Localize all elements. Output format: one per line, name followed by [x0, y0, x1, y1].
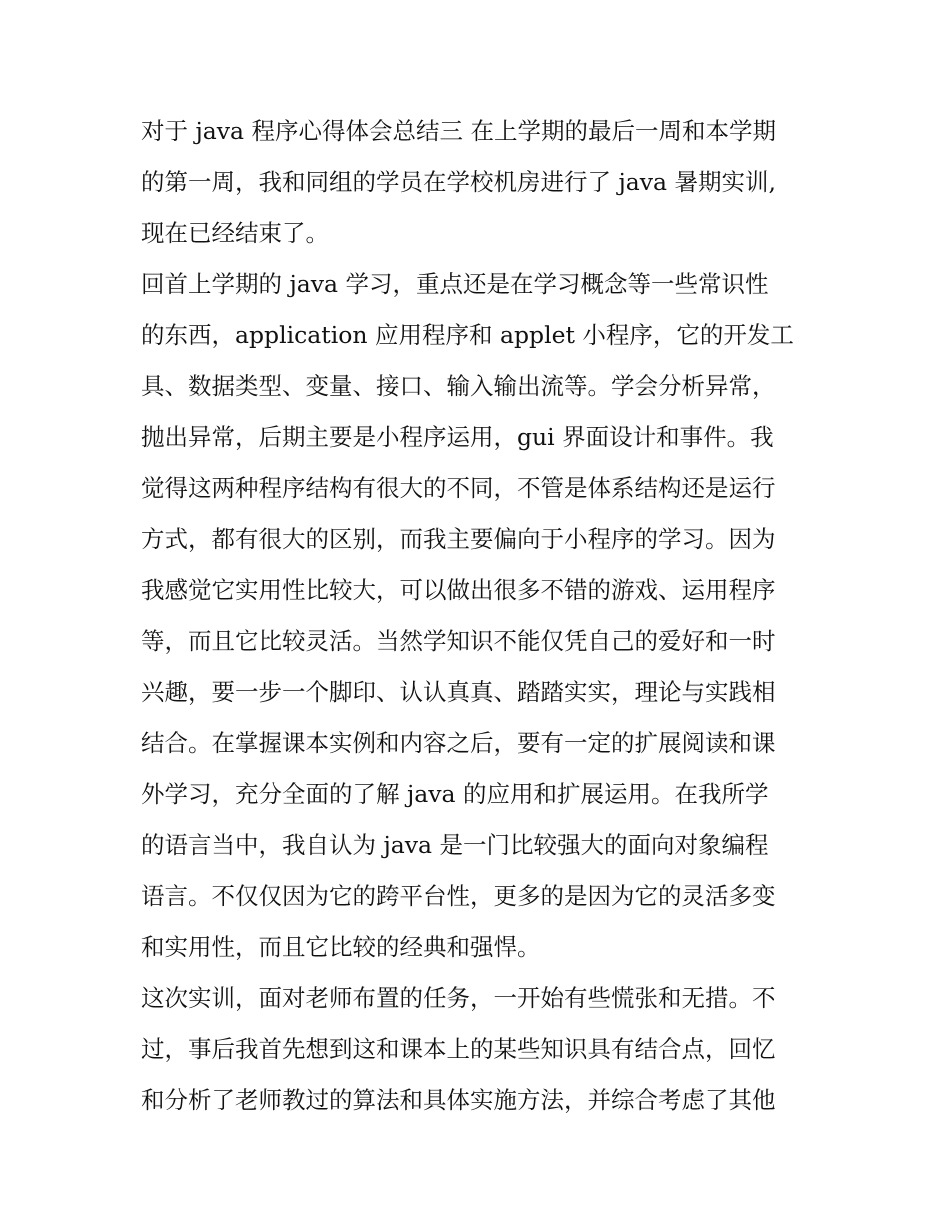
text-line: 外学习，充分全面的了解 java 的应用和扩展运用。在我所学: [141, 780, 769, 808]
text-line: 具、数据类型、变量、接口、输入输出流等。学会分析异常，: [141, 372, 776, 400]
text-line: 兴趣，要一步一个脚印、认认真真、踏踏实实，理论与实践相: [141, 678, 776, 706]
text-line: 回首上学期的 java 学习，重点还是在学习概念等一些常识性: [141, 270, 769, 298]
text-line: 的语言当中，我自认为 java 是一门比较强大的面向对象编程: [141, 831, 769, 859]
document-body: [141, 106, 816, 1126]
text-line: 结合。在掌握课本实例和内容之后，要有一定的扩展阅读和课: [141, 729, 776, 757]
text-line: 和分析了老师教过的算法和具体实施方法，并综合考虑了其他: [141, 1086, 776, 1114]
paragraph-2: [141, 259, 816, 973]
text-line: 等，而且它比较灵活。当然学知识不能仅凭自己的爱好和一时: [141, 627, 776, 655]
text-line: 的第一周，我和同组的学员在学校机房进行了 java 暑期实训,: [141, 168, 776, 196]
text-line: 语言。不仅仅因为它的跨平台性，更多的是因为它的灵活多变: [141, 882, 776, 910]
text-line: 这次实训，面对老师布置的任务，一开始有些慌张和无措。不: [141, 984, 776, 1012]
text-line: 过，事后我首先想到这和课本上的某些知识具有结合点，回忆: [141, 1035, 776, 1063]
text-line: 方式，都有很大的区别，而我主要偏向于小程序的学习。因为: [141, 525, 776, 553]
text-line: 现在已经结束了。: [141, 219, 329, 247]
text-line: 的东西，application 应用程序和 applet 小程序，它的开发工: [141, 321, 794, 349]
text-line: 抛出异常，后期主要是小程序运用，gui 界面设计和事件。我: [141, 423, 774, 451]
text-line: 我感觉它实用性比较大，可以做出很多不错的游戏、运用程序: [141, 576, 776, 604]
text-line: 和实用性，而且它比较的经典和强悍。: [141, 933, 541, 961]
text-line: 觉得这两种程序结构有很大的不同，不管是体系结构还是运行: [141, 474, 776, 502]
text-line: 对于 java 程序心得体会总结三 在上学期的最后一周和本学期: [141, 117, 776, 145]
paragraph-1: [141, 106, 816, 259]
paragraph-3: [141, 973, 816, 1126]
